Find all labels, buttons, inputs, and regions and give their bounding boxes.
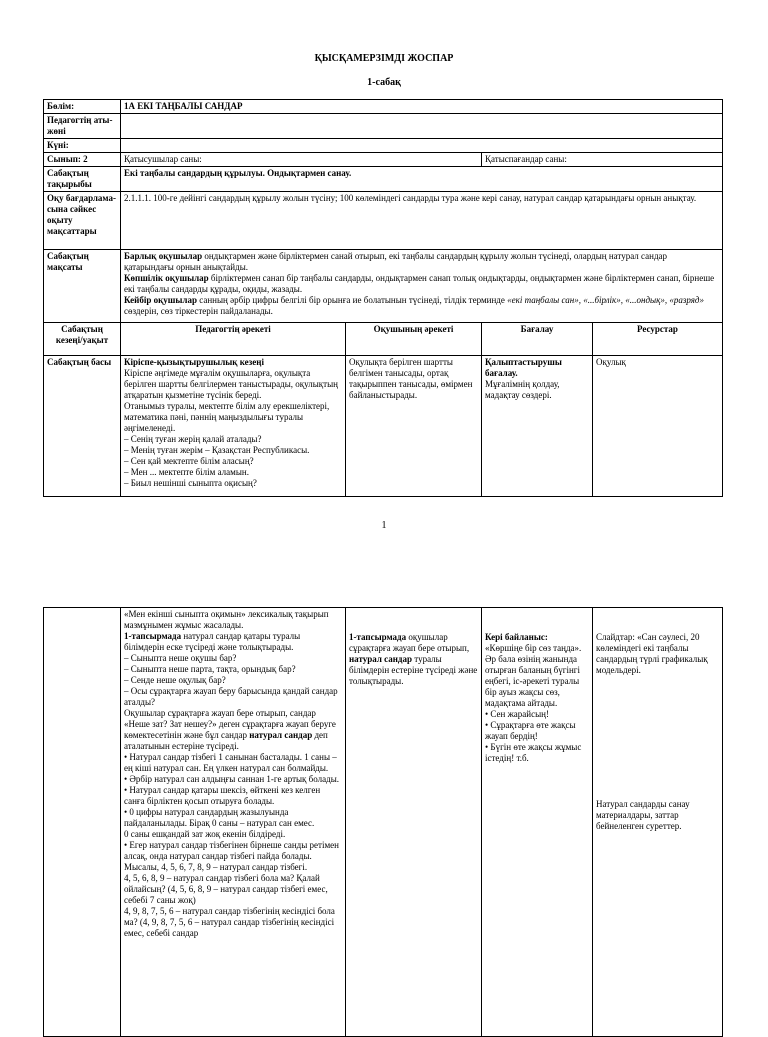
goal-most-bold: Көпшілік оқушылар xyxy=(124,273,209,283)
lesson-number: 1-сабақ xyxy=(367,77,401,88)
cont-teacher-cell xyxy=(121,608,346,1037)
student-text1: оқушылар сұрақтарға жауап бере отырып, xyxy=(349,632,470,653)
start-assessment-title: Қалыптастырушы бағалау. xyxy=(485,357,562,378)
goal-some-text2: сөздерін, сөз тіркестерін пайдаланады. xyxy=(124,306,273,316)
section-value: 1А ЕКІ ТАҢБАЛЫ САНДАР xyxy=(121,100,723,114)
task1-text: натурал сандар қатары туралы білімдерін еске түсіреді және толықтырады. xyxy=(124,631,301,652)
para-b1: Оқушылар сұрақтарға жауап бере отырып, сандар «Неше зат? Зат нешеу?» деген сұрақтарға жауап беруге көмектесетінін және бұл сандар xyxy=(124,708,336,740)
resources-slides: Слайдтар: «Сан сәулесі, 20 көлеміндегі екі таңбалы сандардың түрлі графикалық модельдері. xyxy=(596,632,708,675)
goal-label: Сабақтың мақсаты xyxy=(44,250,121,323)
present-count: Қатысушылар саны: xyxy=(121,153,482,167)
goal-all-text: ондықтармен және бірліктермен санай отырып, екі таңбалы сандардың құрылу жолын түсінеді, олардың натурал сандар қатарындағы орнын анықтайды. xyxy=(124,251,668,272)
fact-bullet: 4, 9, 8, 7, 5, 6 – натурал сандар тізбегінің кесіндісі бола ма? (4, 9, 8, 7, 5, 6 – натурал сандар тізбегінің кесіндісі емес, себебі сандар xyxy=(124,906,335,938)
start-teacher-line: – Менің туған жерім – Қазақстан Республикасы. xyxy=(124,445,310,455)
lesson-plan-table xyxy=(43,99,723,497)
class-label: Сынып: 2 xyxy=(44,153,121,167)
start-teacher-title: Кіріспе-қызықтырушылық кезеңі xyxy=(124,357,264,367)
start-student-cell: Оқулықта берілген шартты белгімен танысады, ортақ тақырыппен танысады, өмірмен байланыстырады. xyxy=(346,356,482,497)
start-teacher-line: – Биыл нешінші сыныпта оқисың? xyxy=(124,478,257,488)
topic-label: Сабақтың тақырыбы xyxy=(44,167,121,192)
fact-bullet: • Әрбір натурал сан алдыңғы саннан 1-ге артық болады. xyxy=(124,774,340,784)
teacher-name-label: Педагогтің аты-жөні xyxy=(44,114,121,139)
goal-some-text1: санның әрбір цифры белгілі бір орынға ие болатынын түсінеді, тілдік терминде xyxy=(196,295,508,305)
start-teacher-line: Кіріспе әңгімеде мұғалім оқушыларға, оқулықта берілген шартты белгілермен таныстырады, оқулықтың атқаратын қызметіне түсінік береді. xyxy=(124,368,338,400)
teacher-name-value xyxy=(121,114,723,139)
fact-bullet: • Натурал сандар қатары шексіз, өйткені кез келген санға бірліктен қосып отыруға болады. xyxy=(124,785,321,806)
question-line: – Сенде неше оқулық бар? xyxy=(124,675,226,685)
start-teacher-cell xyxy=(121,356,346,497)
date-value xyxy=(121,139,723,153)
objectives-label: Оқу бағдарлама-сына сәйкес оқыту мақсаттары xyxy=(44,192,121,250)
col-resources-header: Ресурстар xyxy=(593,323,723,356)
cont-teacher-intro: «Мен екінші сыныпта оқимын» лексикалық тақырып мазмұнымен жұмыс жасалады. xyxy=(124,609,329,630)
goal-all-bold: Барлық оқушылар xyxy=(124,251,203,261)
question-line: – Сыныпта неше парта, тақта, орындық бар? xyxy=(124,664,296,674)
date-label: Күні: xyxy=(44,139,121,153)
student-text2: туралы білімдерін естеріне түсіреді және толықтырады. xyxy=(349,654,478,686)
para-b2: деп аталатынын естеріне түсіреді. xyxy=(124,730,328,751)
fact-bullet: 4, 5, 6, 8, 9 – натурал сандар тізбегі бола ма? Қалай ойлайсың? (4, 5, 6, 8, 9 – натурал сандар тізбегі емес, себебі 7 саны жоқ) xyxy=(124,873,328,905)
start-teacher-line: Отанымыз туралы, мектепте білім алу ерекшеліктері, математика пәні, пәннің маңыздылығы туралы әңгімеленеді. xyxy=(124,401,330,433)
start-assessment-text: Мұғалімнің қолдау, мадақтау сөздері. xyxy=(485,379,560,400)
goal-some-bold: Кейбір оқушылар xyxy=(124,295,197,305)
question-line: – Осы сұрақтарға жауап беру барысында қандай сандар аталды? xyxy=(124,686,338,707)
para-b-bold: натурал сандар xyxy=(249,730,313,740)
question-line: – Сыныпта неше оқушы бар? xyxy=(124,653,237,663)
start-teacher-line: – Сен қай мектепте білім аласың? xyxy=(124,456,254,466)
col-student-header: Оқушының әрекеті xyxy=(346,323,482,356)
feedback-line: • Сұрақтарға өте жақсы жауап бердің! xyxy=(485,720,576,741)
student-natural-bold: натурал сандар xyxy=(349,654,412,664)
topic-value: Екі таңбалы сандардың құрылуы. Ондықтармен санау. xyxy=(121,167,723,192)
document-title: ҚЫСҚАМЕРЗІМДІ ЖОСПАР xyxy=(314,53,454,64)
page-number: 1 xyxy=(381,520,387,531)
start-stage: Сабақтың басы xyxy=(44,356,121,497)
start-teacher-line: – Мен ... мектепте білім аламын. xyxy=(124,467,249,477)
col-assessment-header: Бағалау xyxy=(482,323,593,356)
cont-student-cell xyxy=(346,608,482,1037)
start-teacher-line: – Сенің туған жерің қалай аталады? xyxy=(124,434,262,444)
section-label: Бөлім: xyxy=(44,100,121,114)
student-task-bold: 1-тапсырмада xyxy=(349,632,407,642)
col-teacher-header: Педагогтің әрекеті xyxy=(121,323,346,356)
start-resources-cell: Оқулық xyxy=(593,356,723,497)
fact-bullet: • Егер натурал сандар тізбегінен бірнеше санды ретімен алсақ, онда натурал сандар тізбегі пайда болады. Мысалы, 4, 5, 6, 7, 8, 9 – натурал сандар тізбегі. xyxy=(124,840,339,872)
task1-bold: 1-тапсырмада xyxy=(124,631,182,641)
fact-bullet: 0 саны ешқандай зат жоқ екенін білдіреді. xyxy=(124,829,286,839)
goal-value xyxy=(121,250,723,323)
feedback-line: Әр бала өзінің жанында отырған баланың бүгінгі еңбегі, іс-әрекеті туралы бір ауыз жақсы сөз, мадақтама айтады. xyxy=(485,654,580,708)
absent-count: Қатыспағандар саны: xyxy=(482,153,723,167)
cont-stage-cell xyxy=(44,608,121,1037)
fact-bullet: • 0 цифры натурал сандардың жазылуында пайдаланылады. Бірақ 0 саны – натурал сан емес. xyxy=(124,807,315,828)
feedback-title: Кері байланыс: xyxy=(485,632,548,642)
start-assessment-cell xyxy=(482,356,593,497)
feedback-line: «Көршіңе бір сөз таңда». xyxy=(485,643,582,653)
feedback-line: • Бүгін өте жақсы жұмыс істедің! т.б. xyxy=(485,742,582,763)
goal-some-terms: «екі таңбалы сан», «...бірлік», «...ондық», «разряд» xyxy=(507,295,704,305)
cont-resources-cell xyxy=(593,608,723,1037)
cont-assessment-cell xyxy=(482,608,593,1037)
feedback-line: • Сен жарайсың! xyxy=(485,709,549,719)
goal-most-text: бірліктермен санап бір таңбалы сандарды, ондықтармен санап толық ондықтарды, ондықтармен және бірліктермен санап, бірнеше екі таңбалы сандарды құрады, оқиды, жазады. xyxy=(124,273,715,294)
fact-bullet: • Натурал сандар тізбегі 1 санынан басталады. 1 саны – ең кіші натурал сан. Ең үлкен натурал сан болмайды. xyxy=(124,752,337,773)
lesson-plan-continuation xyxy=(43,607,723,1037)
col-stage-header: Сабақтың кезеңі/уақыт xyxy=(44,323,121,356)
objectives-value: 2.1.1.1. 100-ге дейінгі сандардың құрылу жолын түсіну; 100 көлеміндегі сандарды тура және кері санау, натурал сандар қатарындағы орнын анықтау. xyxy=(121,192,723,250)
resources-materials: Натурал сандарды санау материалдары, заттар бейнеленген суреттер. xyxy=(596,799,690,831)
